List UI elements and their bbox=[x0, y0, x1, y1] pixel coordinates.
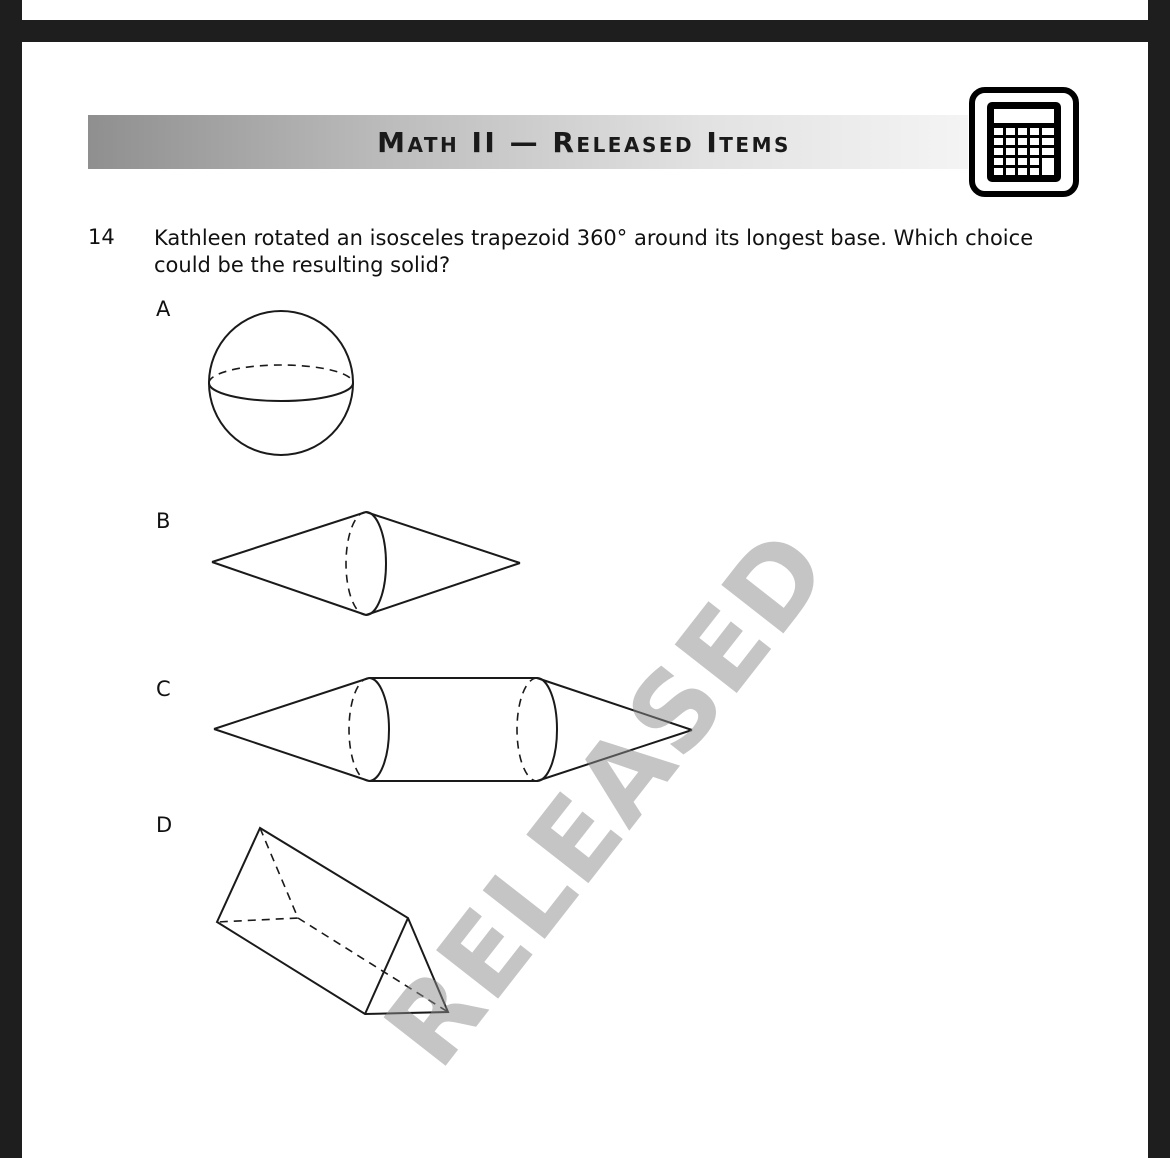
question-number: 14 bbox=[88, 225, 115, 249]
choice-a-label[interactable]: A bbox=[156, 297, 171, 321]
choice-b-label[interactable]: B bbox=[156, 509, 171, 533]
double-cone-figure[interactable] bbox=[212, 512, 520, 615]
released-watermark: RELEASED bbox=[361, 507, 855, 1090]
choice-d-label[interactable]: D bbox=[156, 813, 173, 837]
document-page bbox=[22, 42, 1148, 1158]
choice-c-label[interactable]: C bbox=[156, 677, 171, 701]
answer-figures bbox=[22, 42, 1148, 1158]
top-paper-strip bbox=[22, 0, 1148, 20]
sphere-figure[interactable] bbox=[209, 311, 353, 455]
question-text: Kathleen rotated an isosceles trapezoid 360° around its longest base. Which choice could be the resulting solid? bbox=[154, 226, 1034, 277]
page-title: Math II — Released Items bbox=[377, 125, 791, 159]
